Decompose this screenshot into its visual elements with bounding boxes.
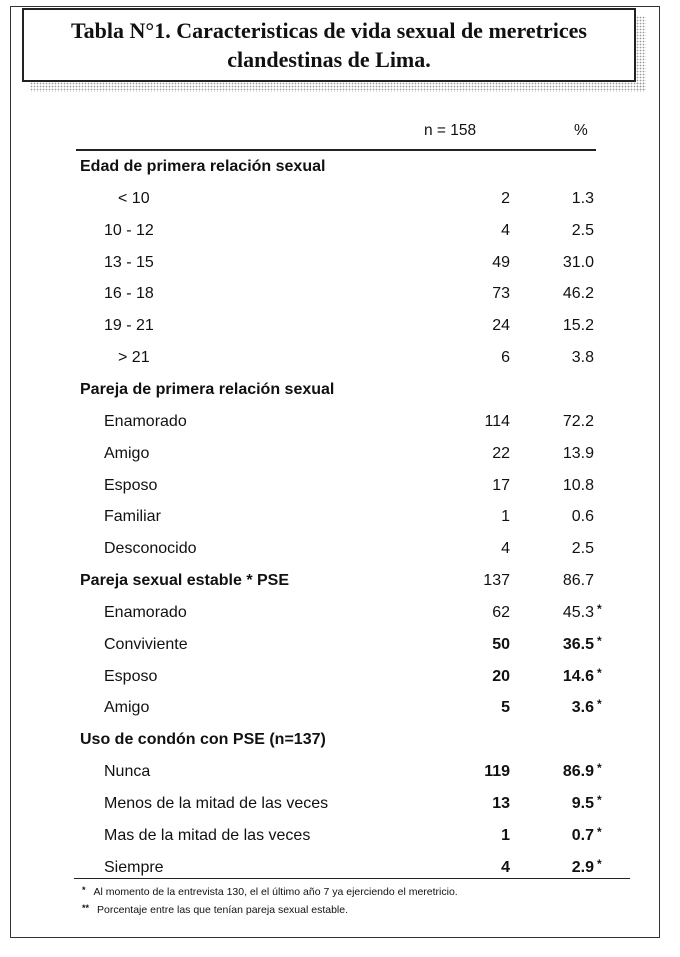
row-percent: 2.9	[571, 858, 594, 876]
table-row	[0, 445, 680, 475]
row-label: 19 - 21	[104, 317, 154, 335]
table-row	[0, 824, 680, 857]
section-row	[0, 381, 680, 411]
table-row	[0, 317, 680, 347]
row-label: Familiar	[104, 508, 161, 526]
table-row	[0, 763, 680, 793]
row-label: Esposo	[104, 476, 158, 494]
row-count: 1	[501, 826, 510, 844]
footnote-2	[82, 904, 348, 916]
row-count: 119	[484, 763, 510, 781]
row-percent: 46.2	[562, 285, 594, 303]
row-percent: 0.7	[571, 826, 594, 844]
row-percent: 2.5	[571, 540, 594, 558]
row-label: Esposo	[104, 667, 158, 685]
table-row	[0, 699, 680, 729]
table-row	[0, 413, 680, 443]
table-title-line1: Tabla N°1. Caracteristicas de vida sexual de meretrices	[71, 18, 587, 43]
row-percent: 1.3	[571, 189, 594, 207]
footnote-marker: *	[597, 633, 602, 648]
table-row	[0, 285, 680, 315]
row-percent: 0.6	[571, 508, 594, 526]
section-label: Pareja sexual estable * PSE	[80, 572, 290, 590]
table-row	[0, 856, 680, 889]
table-title-line2: clandestinas de Lima.	[227, 47, 431, 72]
row-count: 5	[501, 699, 510, 717]
row-percent: 31.0	[562, 253, 594, 271]
row-count: 73	[492, 285, 510, 303]
table-row	[0, 601, 680, 634]
row-percent: 10.8	[562, 476, 594, 494]
row-count: 49	[492, 253, 510, 271]
row-percent: 72.2	[562, 412, 594, 430]
row-label: Amigo	[104, 444, 150, 462]
row-count: 6	[501, 349, 510, 367]
title-shadow-bottom	[30, 82, 646, 92]
header-rule	[76, 149, 596, 151]
row-label: 10 - 12	[104, 221, 154, 239]
section-label: Edad de primera relación sexual	[80, 158, 326, 175]
row-label: Mas de la mitad de las veces	[104, 826, 311, 844]
row-label: Enamorado	[104, 412, 187, 430]
table-row	[0, 477, 680, 507]
table-row	[0, 508, 680, 538]
footnote-marker: *	[597, 793, 602, 807]
table-row	[0, 633, 680, 666]
table-row	[0, 222, 680, 252]
footnote-1-text: Al momento de la entrevista 130, el el último año 7 ya ejerciendo el meretricio.	[93, 886, 458, 898]
row-label: 13 - 15	[104, 253, 154, 271]
footnote-marker: *	[597, 824, 602, 839]
table-row	[0, 254, 680, 284]
row-label: < 10	[118, 189, 150, 207]
section-row	[0, 572, 680, 602]
footnote-rule	[74, 878, 630, 879]
row-label: Enamorado	[104, 603, 187, 621]
row-count: 22	[492, 444, 510, 462]
row-percent: 3.8	[571, 349, 594, 367]
row-percent: 86.9	[562, 763, 594, 781]
column-header-n: n = 158	[424, 122, 477, 139]
row-percent: 13.9	[562, 444, 594, 462]
row-percent: 15.2	[562, 317, 594, 335]
footnote-2-mark: **	[82, 903, 90, 913]
footnote-marker: *	[597, 697, 602, 712]
row-count: 62	[492, 603, 510, 621]
table-row	[0, 190, 680, 220]
footnote-marker: *	[597, 665, 602, 680]
section-row	[0, 731, 680, 761]
row-label: Amigo	[104, 699, 150, 717]
row-count: 24	[492, 317, 510, 335]
row-count: 2	[501, 189, 510, 207]
row-count: 17	[492, 476, 510, 494]
footnote-2-text: Porcentaje entre las que tenían pareja sexual estable.	[97, 904, 349, 916]
section-row	[0, 158, 680, 188]
row-count: 4	[501, 540, 510, 558]
table-row	[0, 665, 680, 698]
row-count: 20	[492, 667, 510, 685]
row-label: Siempre	[104, 858, 164, 876]
row-count: 4	[501, 221, 510, 239]
footnote-marker: *	[597, 601, 602, 616]
row-count: 50	[492, 635, 510, 653]
table-title	[22, 8, 636, 82]
table-row	[0, 795, 680, 825]
footnote-marker: *	[597, 856, 602, 871]
footnote-marker: *	[597, 761, 602, 776]
footnote-1-mark: *	[82, 885, 86, 895]
row-label: Desconocido	[104, 540, 197, 558]
row-percent: 2.5	[571, 221, 594, 239]
row-percent: 9.5	[571, 795, 594, 812]
row-label: Nunca	[104, 763, 151, 781]
row-count: 137	[483, 572, 510, 590]
row-count: 4	[501, 858, 510, 876]
row-label: 16 - 18	[104, 285, 154, 303]
row-label: Conviviente	[104, 635, 188, 653]
row-percent: 36.5	[562, 635, 594, 653]
table-row	[0, 540, 680, 570]
section-label: Uso de condón con PSE (n=137)	[80, 731, 326, 749]
table-row	[0, 349, 680, 379]
row-percent: 3.6	[571, 699, 594, 717]
column-header-percent: %	[574, 122, 588, 139]
row-label: > 21	[118, 349, 150, 367]
title-shadow-right	[636, 16, 646, 92]
row-label: Menos de la mitad de las veces	[104, 795, 329, 812]
section-label: Pareja de primera relación sexual	[80, 380, 335, 398]
row-percent: 86.7	[562, 572, 594, 590]
row-percent: 14.6	[562, 667, 594, 685]
row-count: 1	[501, 508, 510, 526]
row-percent: 45.3	[562, 603, 594, 621]
row-count: 114	[484, 412, 510, 430]
row-count: 13	[492, 795, 510, 812]
footnote-1	[82, 886, 458, 898]
